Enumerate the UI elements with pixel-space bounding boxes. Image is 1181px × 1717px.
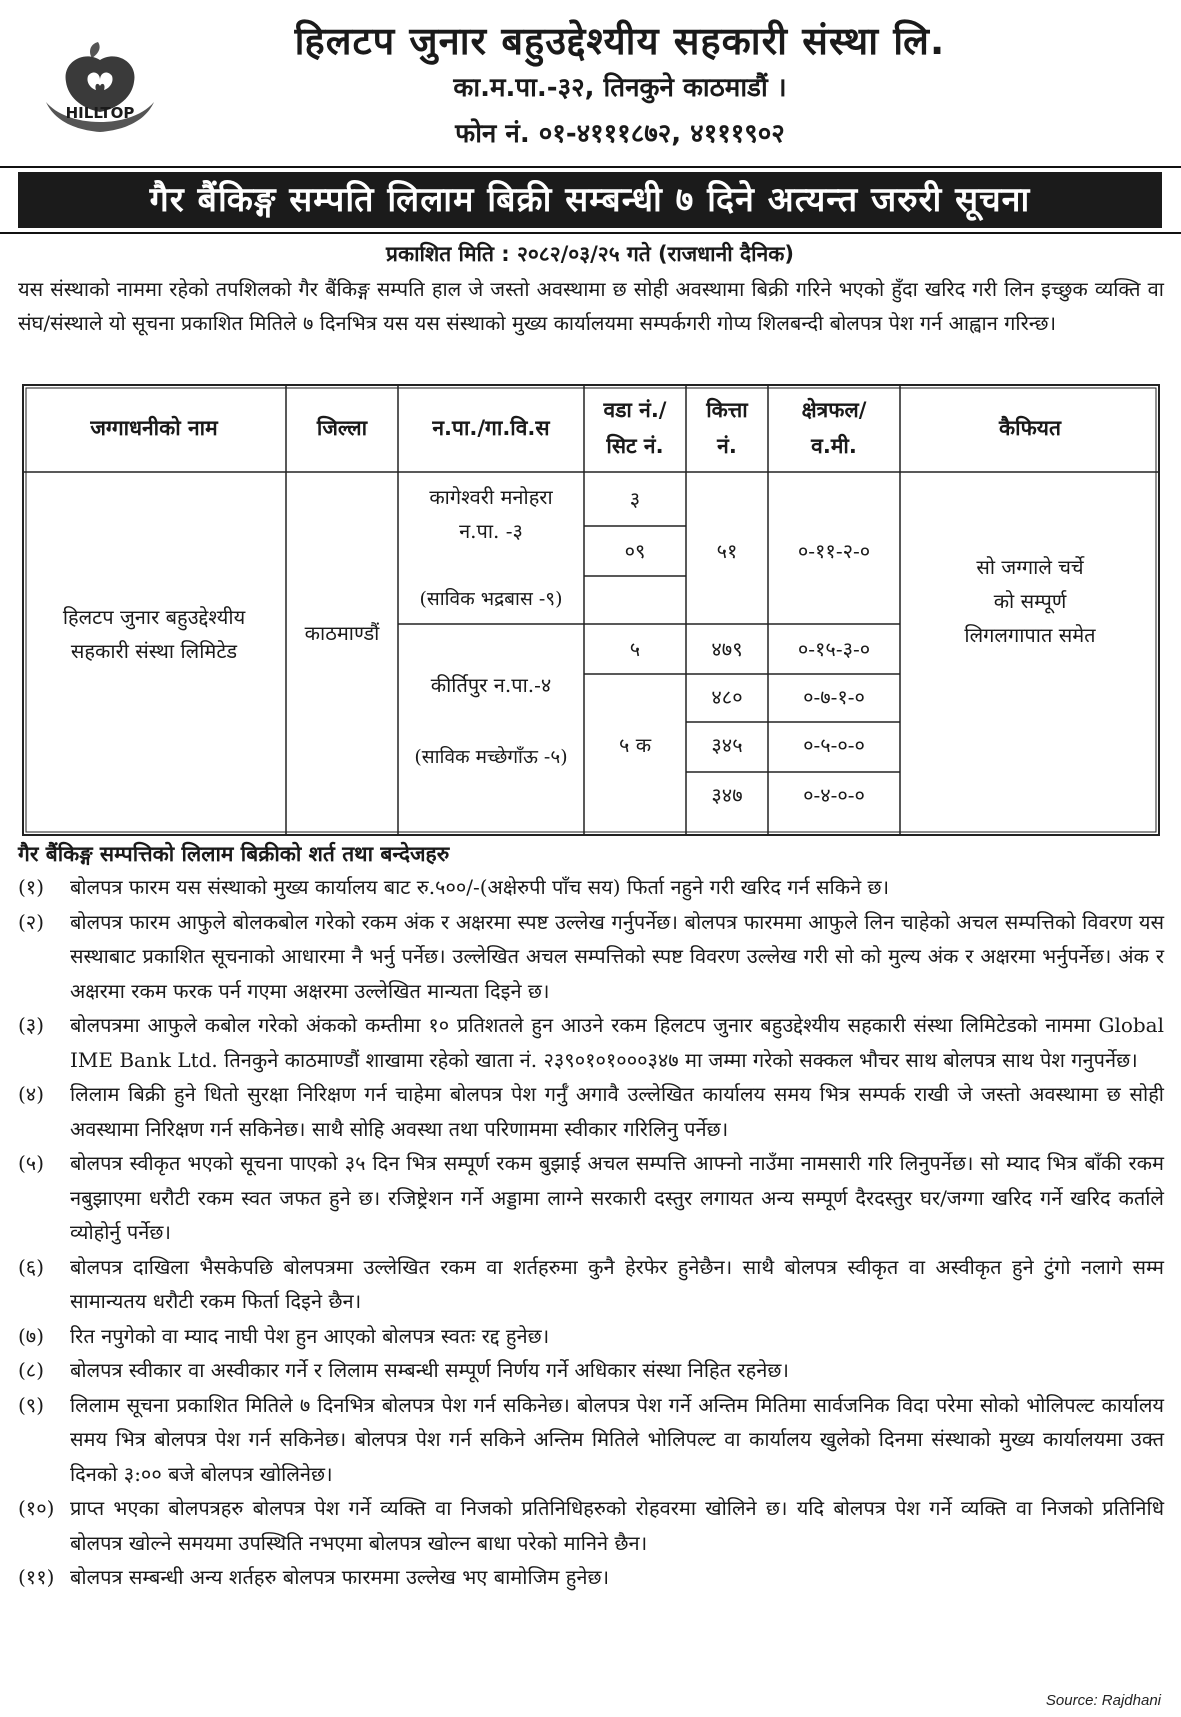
term-number: (३): [18, 1013, 45, 1037]
area-b-4: ०-४-०-०: [803, 783, 865, 807]
term-number: (१०): [18, 1496, 55, 1520]
term-text: बोलपत्र दाखिला भैसकेपछि बोलपत्रमा उल्लेखित रकम वा शर्तहरुमा कुनै हेरफेर हुनेछैन। साथै बोलपत्र स्वीकृत वा अस्वीकृत हुने टुंगो नलागे सम्म सामान्यतय धरौटी रकम फिर्ता दिइने छैन।: [70, 1254, 1164, 1313]
intro-paragraph: यस संस्थाको नाममा रहेको तपशिलको गैर बैंकिङ्ग सम्पति हाल जे जस्तो अवस्थामा छ सोही अवस्थामा बिक्री गरिने भएको हुँदा खरिद गरी लिन इच्छुक व्यक्ति वा संघ/संस्थाले यो सूचना प्रकाशित मितिले ७ दिनभित्र यस यस संस्थाको मुख्य कार्यालयमा सम्पर्कगरी गोप्य शिलबन्दी बोलपत्र पेश गर्न आह्वान गरिन्छ।: [18, 277, 1164, 335]
term-text: लिलाम सूचना प्रकाशित मितिले ७ दिनभित्र बोलपत्र पेश गर्न सकिनेछ। बोलपत्र पेश गर्ने अन्तिम मितिमा सार्वजनिक विदा परेमा सोको भोलिपल्ट कार्यालय समय भित्र बोलपत्र पेश गर्न सकिनेछ। बोलपत्र पेश गर्न सकिने अन्तिम मितिले भोलिपल्ट वा कार्यालय खुलेको दिनमा संस्थाको मुख्य कार्यालयमा उक्त दिनको ३:०० बजे बोलपत्र खोलिनेछ।: [70, 1392, 1164, 1486]
kitta-a: ५१: [716, 539, 738, 563]
remarks-line-3: लिगलगापात समेत: [964, 623, 1096, 647]
owner-line-2: सहकारी संस्था लिमिटेड: [70, 639, 238, 663]
remarks-line-1: सो जग्गाले चर्चे: [976, 555, 1084, 579]
header-area-2: व.मी.: [811, 434, 857, 458]
term-text: बोलपत्र स्वीकार वा अस्वीकार गर्ने र लिलाम सम्बन्धी सम्पूर्ण निर्णय गर्ने अधिकार संस्था निहित रहनेछ।: [70, 1358, 789, 1382]
term-item: [18, 1250, 1164, 1319]
header-ward-2: सिट नं.: [606, 434, 664, 458]
area-b-1: ०-१५-३-०: [797, 637, 871, 661]
term-item: [18, 1491, 1164, 1560]
organization-phone: फोन नं. ०१-४१११८७२, ४१११९०२: [455, 119, 785, 149]
term-text: प्राप्त भएका बोलपत्रहरु बोलपत्र पेश गर्ने व्यक्ति वा निजको प्रतिनिधिहरुको रोहवरमा खोलिने छ। यदि बोलपत्र पेश गर्ने व्यक्ति वा निजको प्रतिनिधि बोलपत्र खोल्ने समयमा उपस्थिति नभएमा बोलपत्र खोल्न बाधा परेको मानिने छैन।: [70, 1496, 1164, 1555]
organization-name: हिलटप जुनार बहुउद्देश्यीय सहकारी संस्था लि.: [294, 19, 946, 63]
ward-a-2: ०९: [624, 539, 646, 563]
header-district: जिल्ला: [316, 416, 368, 440]
terms-title: गैर बैंकिङ्ग सम्पत्तिको लिलाम बिक्रीको शर्त तथा बन्देजहरु: [18, 842, 450, 866]
kitta-b-3: ३४५: [711, 733, 743, 757]
logo-leaf-icon: [90, 42, 100, 58]
banner-divider: [0, 232, 1181, 234]
term-number: (११): [18, 1565, 55, 1589]
term-item: [18, 1319, 1164, 1354]
header-area-1: क्षेत्रफल/: [801, 398, 867, 422]
term-text: बोलपत्र फारम यस संस्थाको मुख्य कार्यालय बाट रु.५००/-(अक्षेरुपी पाँच सय) फिर्ता नहुने गरी खरिद गर्न सकिने छ।: [70, 875, 890, 899]
term-item: [18, 1388, 1164, 1492]
header-kitta-2: नं.: [717, 434, 737, 458]
remarks-line-2: को सम्पूर्ण: [993, 589, 1067, 613]
term-text: बोलपत्रमा आफुले कबोल गरेको अंकको कम्तीमा १० प्रतिशतले हुन आउने रकम हिलटप जुनार बहुउद्देश्यीय सहकारी संस्था लिमिटेडको नाममा Global IME Bank Ltd. तिनकुने काठमाण्डौं शाखामा रहेको खाता नं. २३९०१०१०००३४७ मा जम्मा गरेको सक्कल भौचर साथ बोलपत्र साथ पेश गनुपर्नेछ।: [70, 1013, 1164, 1072]
owner-line-1: हिलटप जुनार बहुउद्देश्यीय: [62, 605, 246, 629]
municipality-b-line-1: कीर्तिपुर न.पा.-४: [430, 673, 552, 697]
ward-b-2: ५ क: [618, 733, 652, 757]
area-a: ०-११-२-०: [797, 539, 871, 563]
header-divider: [0, 166, 1181, 168]
hilltop-logo: [40, 36, 160, 146]
notice-banner: गैर बैंकिङ्ग सम्पति लिलाम बिक्री सम्बन्धी ७ दिने अत्यन्त जरुरी सूचना: [18, 172, 1162, 228]
header-owner: जग्गाधनीको नाम: [90, 416, 218, 440]
kitta-b-2: ४८०: [711, 685, 743, 709]
area-b-2: ०-७-१-०: [803, 685, 865, 709]
municipality-a-line-1: कागेश्वरी मनोहरा: [429, 485, 553, 509]
term-number: (९): [18, 1392, 45, 1417]
term-number: (८): [18, 1358, 45, 1382]
term-number: (६): [18, 1254, 45, 1279]
term-item: [18, 1077, 1164, 1146]
term-item: [18, 870, 1164, 905]
organization-address: का.म.पा.-३२, तिनकुने काठमाडौं ।: [453, 73, 787, 103]
term-item: [18, 1008, 1164, 1077]
municipality-a-line-2: न.पा. -३: [459, 519, 523, 543]
term-text: लिलाम बिक्री हुने धितो सुरक्षा निरिक्षण गर्न चाहेमा बोलपत्र पेश गर्नुँ अगावै उल्लेखित कार्यालय समय भित्र सम्पर्क राखी जे जस्तो अवस्थामा छ सोही अवस्थामा निरिक्षण गर्न सकिनेछ। साथै सोहि अवस्था तथा परिणाममा स्वीकार गरिलिनु पर्नेछ।: [70, 1082, 1164, 1141]
kitta-b-1: ४७९: [711, 637, 743, 661]
ward-b-1: ५: [629, 637, 641, 661]
term-number: (५): [18, 1151, 45, 1175]
logo-text: HILLTOP: [65, 104, 135, 122]
term-text: बोलपत्र सम्बन्धी अन्य शर्तहरु बोलपत्र फारममा उल्लेख भए बामोजिम हुनेछ।: [70, 1565, 610, 1589]
header-remarks: कैफियत: [999, 416, 1061, 440]
header-municipality: न.पा./गा.वि.स: [432, 416, 550, 440]
term-item: [18, 905, 1164, 1009]
terms-list: [18, 870, 1164, 1595]
district-value: काठमाण्डौं: [304, 621, 380, 645]
municipality-a-line-3: (साविक भद्रबास -९): [419, 588, 563, 610]
term-number: (४): [18, 1082, 45, 1106]
ward-a-1: ३: [629, 487, 641, 511]
header-ward-1: वडा नं./: [603, 398, 667, 422]
property-table: [22, 384, 1160, 836]
header-kitta-1: कित्ता: [706, 398, 748, 422]
source-credit: Source: Rajdhani: [1045, 1692, 1161, 1709]
published-date: प्रकाशित मिति : २०८२/०३/२५ गते (राजधानी दैनिक): [386, 242, 794, 266]
term-item: [18, 1560, 1164, 1595]
kitta-b-4: ३४७: [711, 783, 743, 807]
term-text: बोलपत्र फारम आफुले बोलकबोल गरेको रकम अंक र अक्षरमा स्पष्ट उल्लेख गर्नुपर्नेछ। बोलपत्र फारममा आफुले लिन चाहेको अचल सम्पत्तिको विवरण यस सस्थाबाट प्रकाशित सूचनाको आधारमा नै भर्नु पर्नेछ। उल्लेखित अचल सम्पत्तिको स्पष्ट विवरण उल्लेख गरी सो को मुल्य अंक र अक्षरमा भर्नुपर्नेछ। अंक र अक्षरमा रकम फरक पर्न गएमा अक्षरमा उल्लेखित मान्यता दिइने छ।: [70, 909, 1164, 1003]
municipality-b-line-2: (साविक मच्छेगाँऊ -५): [414, 746, 568, 768]
term-item: [18, 1146, 1164, 1250]
term-number: (२): [18, 909, 45, 934]
term-text: रित नपुगेको वा म्याद नाघी पेश हुन आएको बोलपत्र स्वतः रद्द हुनेछ।: [70, 1323, 550, 1348]
term-number: (७): [18, 1323, 45, 1348]
term-item: [18, 1353, 1164, 1388]
term-number: (१): [18, 875, 45, 899]
area-b-3: ०-५-०-०: [803, 733, 865, 757]
term-text: बोलपत्र स्वीकृत भएको सूचना पाएको ३५ दिन भित्र सम्पूर्ण रकम बुझाई अचल सम्पत्ति आफ्नो नाउँमा नामसारी गरि लिनुपर्नेछ। सो म्याद भित्र बाँकी रकम नबुझाएमा धरौटी रकम स्वत जफत हुने छ। रजिष्ट्रेशन गर्ने अड्डामा लाग्ने सरकारी दस्तुर लगायत अन्य सम्पूर्ण दैरदस्तुर घर/जग्गा खरिद गर्ने खरिद कर्ताले व्योहोर्नु पर्नेछ।: [70, 1151, 1164, 1244]
